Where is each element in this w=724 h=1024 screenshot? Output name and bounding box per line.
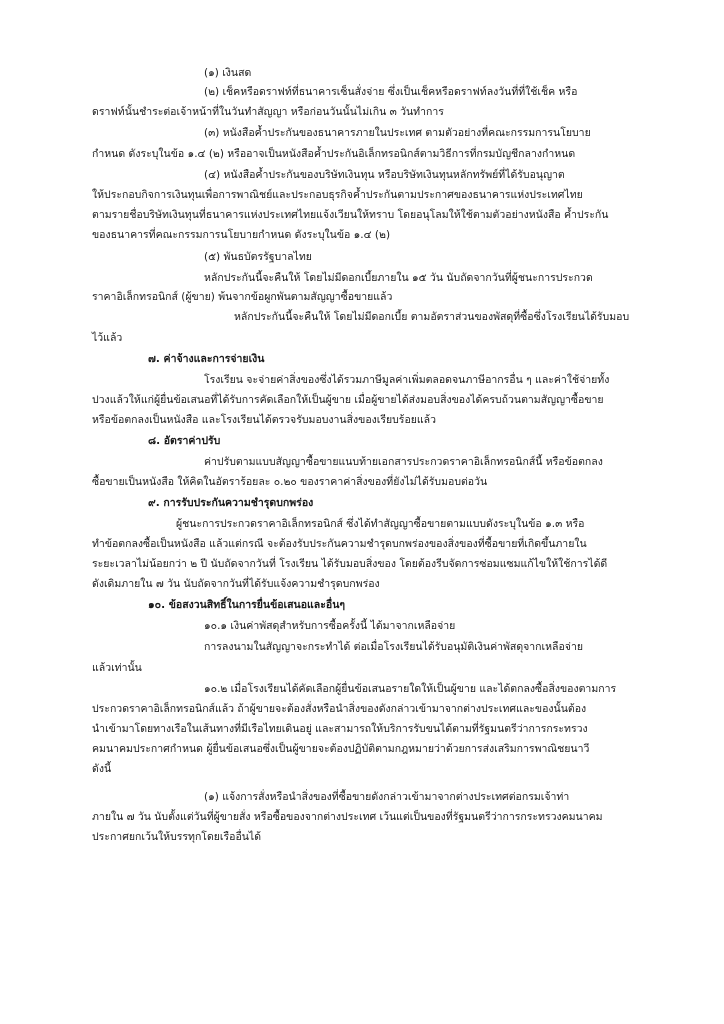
text-line: (๑) แจ้งการสั่งหรือนำสิ่งของที่ซื้อขายดังกล่าวเข้ามาจากต่างประเทศต่อกรมเจ้าท่า (204, 791, 570, 803)
text-line: กำหนด ดังระบุในข้อ ๑.๔ (๒) หรืออาจเป็นหนังสือค้ำประกันอิเล็กทรอนิกส์ตามวิธีการที่กรมบัญชีกลางกำหนด (92, 148, 576, 160)
text-line: ซื้อขายเป็นหนังสือ ให้คิดในอัตราร้อยละ ๐.๒๐ ของราคาค่าสิ่งของที่ยังไม่ได้รับมอบต่อวัน (92, 476, 488, 488)
text-line: คมนาคมประกาศกำหนด ผู้ยื่นข้อเสนอซึ่งเป็นผู้ขายจะต้องปฏิบัติตามกฎหมายว่าด้วยการส่งเสริมการพาณิชยนาวี (92, 743, 590, 755)
text-line: หลักประกันนี้จะคืนให้ โดยไม่มีดอกเบี้ยภายใน ๑๕ วัน นับถัดจากวันที่ผู้ชนะการประกวด (204, 272, 593, 284)
section-heading: ๗. ค่าจ้างและการจ่ายเงิน (148, 353, 265, 365)
text-line: โรงเรียน จะจ่ายค่าสิ่งของซึ่งได้รวมภาษีมูลค่าเพิ่มตลอดจนภาษีอากรอื่น ๆ และค่าใช้จ่ายทั้ง (204, 374, 610, 386)
section-heading: ๘. อัตราค่าปรับ (148, 435, 221, 447)
text-line: ของธนาคารที่คณะกรรมการนโยบายกำหนด ดังระบุในข้อ ๑.๔ (๒) (92, 229, 391, 241)
text-line: ดังเดิมภายใน ๗ วัน นับถัดจากวันที่ได้รับแจ้งความชำรุดบกพร่อง (92, 578, 380, 590)
section-heading: ๑๐. ข้อสงวนสิทธิ์ในการยื่นข้อเสนอและอื่นๆ (148, 599, 346, 611)
text-line: ค่าปรับตามแบบสัญญาซื้อขายแนบท้ายเอกสารประกวดราคาอิเล็กทรอนิกส์นี้ หรือข้อตกลง (204, 456, 603, 468)
text-line: แล้วเท่านั้น (92, 662, 142, 674)
text-line: การลงนามในสัญญาจะกระทำได้ ต่อเมื่อโรงเรียนได้รับอนุมัติเงินค่าพัสดุจากเหลือจ่าย (204, 641, 583, 653)
text-line: ประกวดราคาอิเล็กทรอนิกส์แล้ว ถ้าผู้ขายจะต้องสั่งหรือนำสิ่งของดังกล่าวเข้ามาจากต่างประเทศและของนั้นต้อง (92, 703, 587, 715)
text-line: ผู้ชนะการประกวดราคาอิเล็กทรอนิกส์ ซึ่งได้ทำสัญญาซื้อขายตามแบบดังระบุในข้อ ๑.๓ หรือ (176, 518, 585, 530)
text-line: (๒) เช็คหรือดราฟท์ที่ธนาคารเซ็นสั่งจ่าย ซึ่งเป็นเช็คหรือดราฟท์ลงวันที่ที่ใช้เช็ค หรือ (204, 86, 578, 98)
text-line: นำเข้ามาโดยทางเรือในเส้นทางที่มีเรือไทยเดินอยู่ และสามารถให้บริการรับขนได้ตามที่รัฐมนตรีว่าการกระทรวง (92, 723, 588, 735)
text-line: (๓) หนังสือค้ำประกันของธนาคารภายในประเทศ ตามตัวอย่างที่คณะกรรมการนโยบาย (204, 127, 591, 139)
text-line: ตามรายชื่อบริษัทเงินทุนที่ธนาคารแห่งประเทศไทยแจ้งเวียนให้ทราบ โดยอนุโลมให้ใช้ตามตัวอย่างหนังสือ ค้ำประกัน (92, 209, 609, 221)
text-line: ๑๐.๒ เมื่อโรงเรียนได้คัดเลือกผู้ยื่นข้อเสนอรายใดให้เป็นผู้ขาย และได้ตกลงซื้อสิ่งของตามการ (204, 683, 617, 695)
text-line: หลักประกันนี้จะคืนให้ โดยไม่มีดอกเบี้ย ตามอัตราส่วนของพัสดุที่ซื้อซึ่งโรงเรียนได้รับมอบ (234, 311, 630, 323)
text-line: ระยะเวลาไม่น้อยกว่า ๒ ปี นับถัดจากวันที่ โรงเรียน ได้รับมอบสิ่งของ โดยต้องรีบจัดการซ่อมแซมแก้ไขให้ใช้การได้ดี (92, 558, 608, 570)
text-line: (๔) หนังสือค้ำประกันของบริษัทเงินทุน หรือบริษัทเงินทุนหลักทรัพย์ที่ได้รับอนุญาต (204, 169, 565, 181)
text-line: หรือข้อตกลงเป็นหนังสือ และโรงเรียนได้ตรวจรับมอบงานสิ่งของเรียบร้อยแล้ว (92, 414, 436, 426)
text-line: ประกาศยกเว้นให้บรรทุกโดยเรืออื่นได้ (92, 831, 262, 843)
text-line: ให้ประกอบกิจการเงินทุนเพื่อการพาณิชย์และประกอบธุรกิจค้ำประกันตามประกาศของธนาคารแห่งประเทศไทย (92, 189, 583, 201)
text-line: ภายใน ๗ วัน นับตั้งแต่วันที่ผู้ขายสั่ง หรือซื้อของจากต่างประเทศ เว้นแต่เป็นของที่รัฐมนตรีว่าการกระทรวงคมนาคม (92, 811, 603, 823)
text-line: ทำข้อตกลงซื้อเป็นหนังสือ แล้วแต่กรณี จะต้องรับประกันความชำรุดบกพร่องของสิ่งของที่ซื้อขายที่เกิดขึ้นภายใน (92, 538, 587, 550)
text-line: (๑) เงินสด (204, 67, 252, 79)
text-line: ๑๐.๑ เงินค่าพัสดุสำหรับการซื้อครั้งนี้ ได้มาจากเหลือจ่าย (204, 620, 456, 632)
text-line: ไว้แล้ว (92, 332, 123, 344)
text-line: ดราฟท์นั้นชำระต่อเจ้าหน้าที่ในวันทำสัญญา หรือก่อนวันนั้นไม่เกิน ๓ วันทำการ (92, 106, 444, 118)
section-heading: ๙. การรับประกันความชำรุดบกพร่อง (148, 497, 314, 509)
text-line: ราคาอิเล็กทรอนิกส์ (ผู้ขาย) พ้นจากข้อผูกพันตามสัญญาซื้อขายแล้ว (92, 291, 393, 303)
text-line: ดังนี้ (92, 763, 112, 775)
text-line: ปวงแล้วให้แก่ผู้ยื่นข้อเสนอที่ได้รับการคัดเลือกให้เป็นผู้ขาย เมื่อผู้ขายได้ส่งมอบสิ่งของได้ครบถ้วนตามสัญญาซื้อขาย (92, 394, 604, 406)
text-line: (๕) พันธบัตรรัฐบาลไทย (204, 251, 312, 263)
